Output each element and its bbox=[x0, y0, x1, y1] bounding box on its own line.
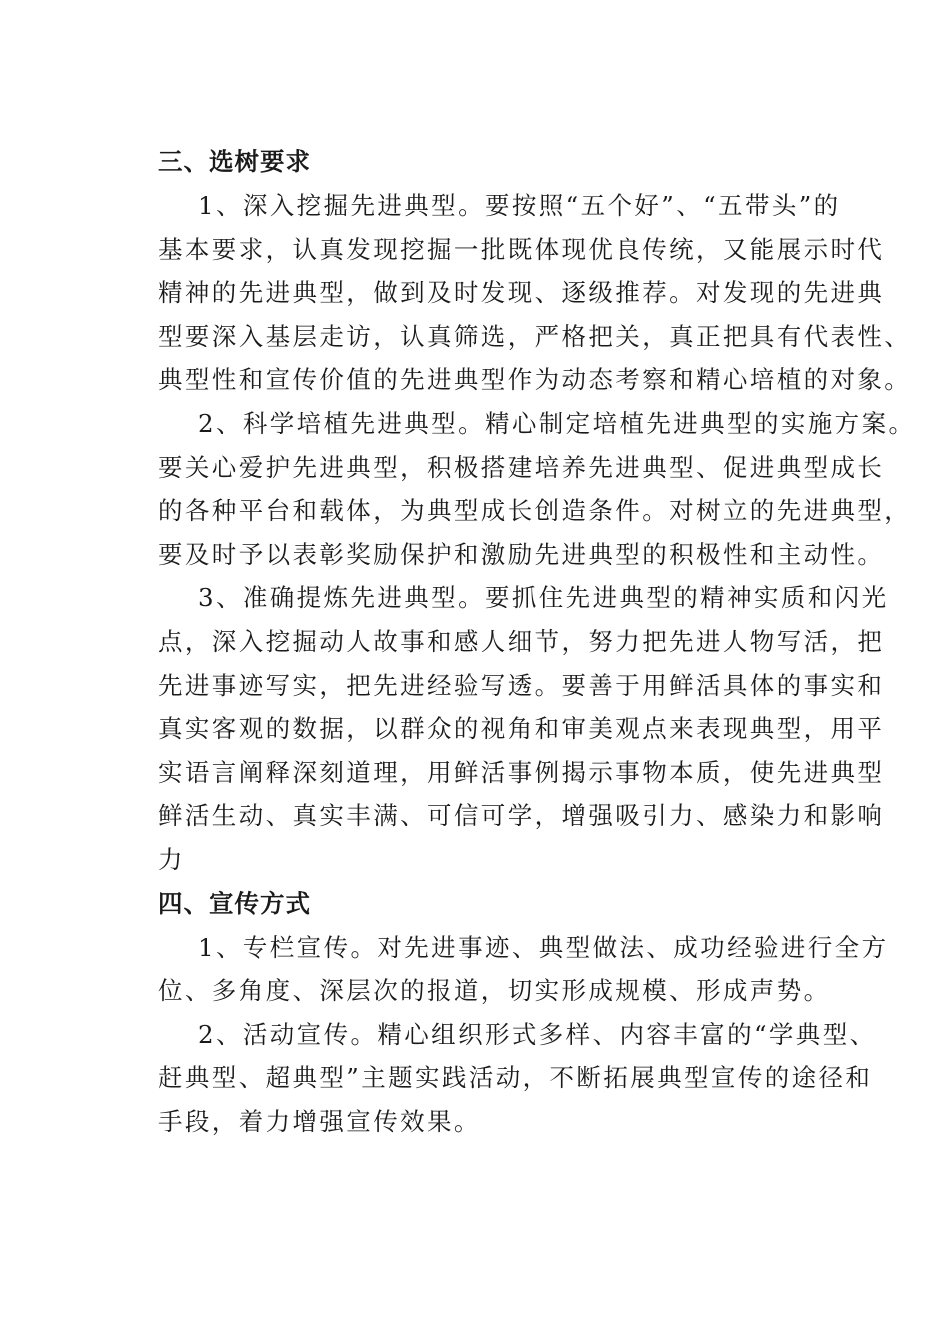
text-line: 赶典型、超典型”主题实践活动，不断拓展典型宣传的途径和 bbox=[158, 1063, 873, 1093]
text-line: 型要深入基层走访，认真筛选，严格把关，真正把具有代表性、 bbox=[158, 321, 912, 351]
text-line: 点，深入挖掘动人故事和感人细节，努力把先进人物写活，把 bbox=[158, 626, 885, 656]
paragraph-activity-publicity bbox=[118, 1013, 877, 1144]
paragraph-column-publicity bbox=[118, 926, 889, 1013]
section-heading-selection-requirements: 三、选树要求 bbox=[158, 147, 311, 176]
text-line: 要关心爱护先进典型，积极搭建培养先进典型、促进典型成长 bbox=[158, 452, 885, 482]
text-line: 1、专栏宣传。对先进事迹、典型做法、成功经验进行全方 bbox=[198, 932, 889, 962]
text-line: 1、深入挖掘先进典型。要按照“五个好”、“五带头”的 bbox=[198, 191, 841, 220]
text-line: 2、活动宣传。精心组织形式多样、内容丰富的“学典型、 bbox=[198, 1019, 877, 1049]
text-line: 手段，着力增强宣传效果。 bbox=[158, 1106, 481, 1136]
document-page bbox=[118, 140, 916, 1143]
text-line: 力 bbox=[158, 844, 185, 874]
paragraph-cultivate bbox=[118, 402, 916, 576]
text-line: 位、多角度、深层次的报道，切实形成规模、形成声势。 bbox=[158, 976, 831, 1006]
paragraph-dig-deep bbox=[118, 184, 912, 402]
text-line: 先进事迹写实，把先进经验写透。要善于用鲜活具体的事实和 bbox=[158, 670, 885, 700]
text-line: 要及时予以表彰奖励保护和激励先进典型的积极性和主动性。 bbox=[158, 539, 885, 569]
text-line: 实语言阐释深刻道理，用鲜活事例揭示事物本质，使先进典型 bbox=[158, 757, 885, 787]
text-line: 真实客观的数据，以群众的视角和审美观点来表现典型，用平 bbox=[158, 714, 885, 744]
section-heading-publicity-methods: 四、宣传方式 bbox=[158, 888, 311, 918]
text-line: 鲜活生动、真实丰满、可信可学，增强吸引力、感染力和影响 bbox=[158, 801, 885, 831]
paragraph-refine bbox=[118, 576, 889, 881]
text-line: 精神的先进典型，做到及时发现、逐级推荐。对发现的先进典 bbox=[158, 278, 885, 308]
text-line: 典型性和宣传价值的先进典型作为动态考察和精心培植的对象。 bbox=[158, 365, 912, 395]
text-line: 的各种平台和载体，为典型成长创造条件。对树立的先进典型， bbox=[158, 496, 912, 526]
text-line: 2、科学培植先进典型。精心制定培植先进典型的实施方案。 bbox=[198, 408, 916, 438]
text-line: 3、准确提炼先进典型。要抓住先进典型的精神实质和闪光 bbox=[198, 583, 889, 613]
text-line: 基本要求，认真发现挖掘一批既体现优良传统，又能展示时代 bbox=[158, 234, 885, 264]
